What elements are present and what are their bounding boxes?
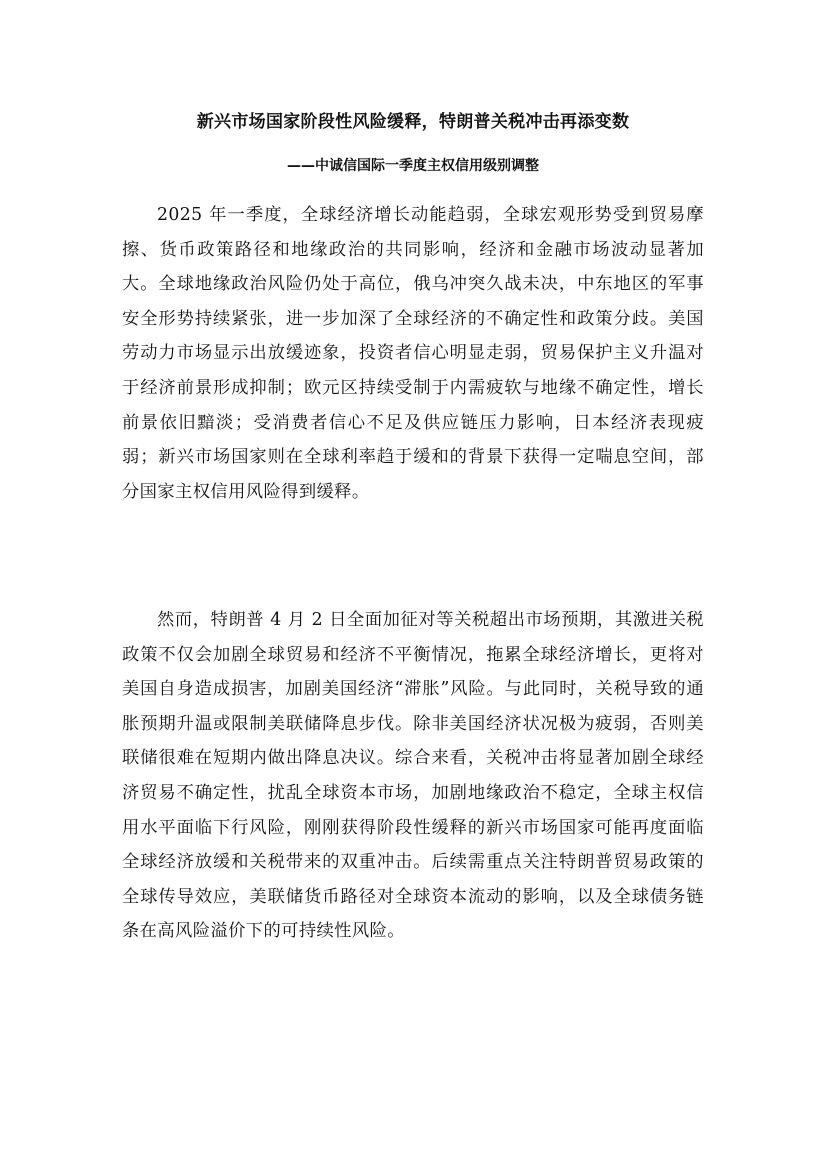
body-paragraph-2: 然而，特朗普 4 月 2 日全面加征对等关税超出市场预期，其激进关税政策不仅会加剧全球贸易和经济不平衡情况，拖累全球经济增长，更将对美国自身造成损害，加剧美国经济“滞胀”风险。与此同时，关税导致的通胀预期升温或限制美联储降息步伐。除非美国经济状况极为疲弱，否则美联储很难在短期内做出降息决议。综合来看，关税冲击将显著加剧全球经济贸易不确定性，扰乱全球资本市场，加剧地缘政治不稳定，全球主权信用水平面临下行风险，刚刚获得阶段性缓释的新兴市场国家可能再度面临全球经济放缓和关税带来的双重冲击。后续需重点关注特朗普贸易政策的全球传导效应，美联储货币路径对全球资本流动的影响，以及全球债务链条在高风险溢价下的可持续性风险。 [122,610,704,942]
document-subtitle: ——中诚信国际一季度主权信用级别调整 [287,158,539,174]
body-paragraph-1: 2025 年一季度，全球经济增长动能趋弱，全球宏观形势受到贸易摩擦、货币政策路径和地缘政治的共同影响，经济和金融市场波动显著加大。全球地缘政治风险仍处于高位，俄乌冲突久战未决，中东地区的军事安全形势持续紧张，进一步加深了全球经济的不确定性和政策分歧。美国劳动力市场显示出放缓迹象，投资者信心明显走弱，贸易保护主义升温对于经济前景形成抑制；欧元区持续受制于内需疲软与地缘不确定性，增长前景依旧黯淡；受消费者信心不足及供应链压力影响，日本经济表现疲弱；新兴市场国家则在全球利率趋于缓和的背景下获得一定喘息空间，部分国家主权信用风险得到缓释。 [122,205,704,502]
document-title: 新兴市场国家阶段性风险缓释，特朗普关税冲击再添变数 [196,112,630,132]
